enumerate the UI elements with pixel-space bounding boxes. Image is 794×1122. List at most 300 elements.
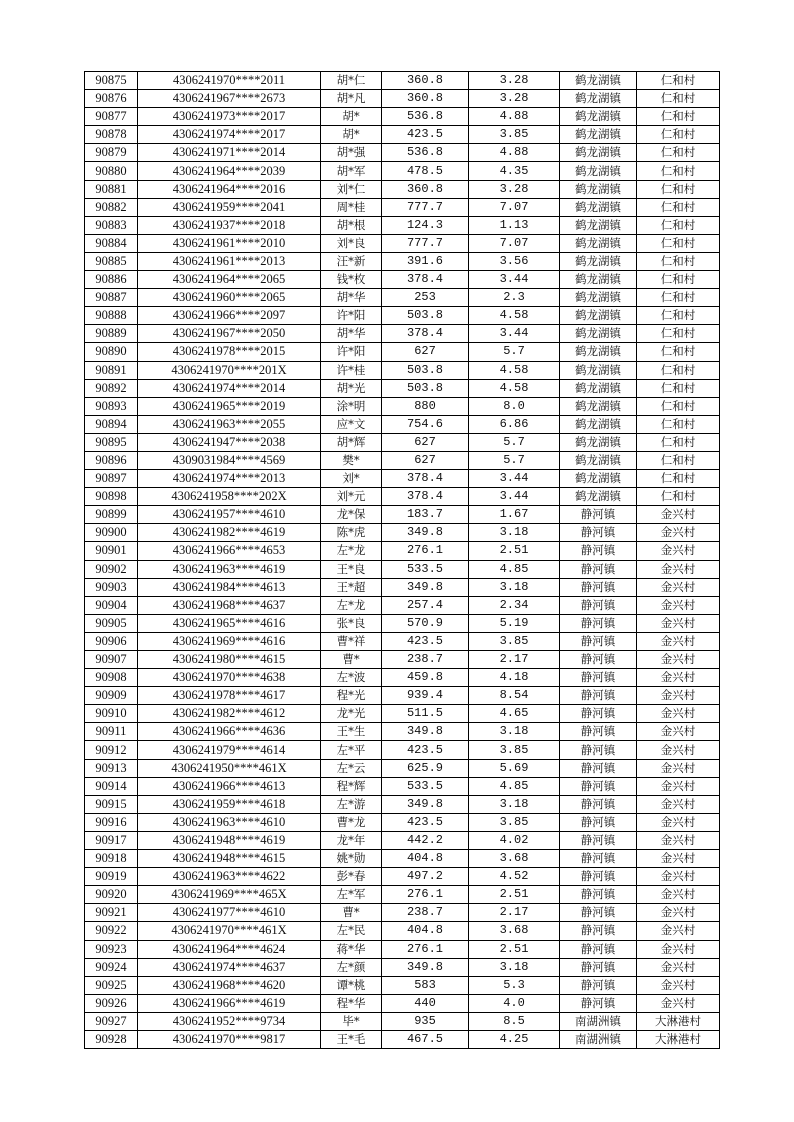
- cell-amount: 533.5: [382, 560, 469, 578]
- table-row: [85, 488, 720, 506]
- cell-amount: 360.8: [382, 90, 469, 108]
- cell-amount: 777.7: [382, 234, 469, 252]
- cell-area: 3.28: [469, 90, 560, 108]
- cell-area: 4.58: [469, 307, 560, 325]
- cell-id-number: 4306241965****4616: [138, 614, 321, 632]
- cell-village: 金兴村: [637, 940, 720, 958]
- cell-row-number: 90912: [85, 741, 138, 759]
- cell-town: 静河镇: [560, 940, 637, 958]
- cell-name: 周*桂: [321, 198, 382, 216]
- cell-amount: 423.5: [382, 813, 469, 831]
- table-row: [85, 343, 720, 361]
- cell-id-number: 4306241966****4636: [138, 723, 321, 741]
- cell-name: 胡*凡: [321, 90, 382, 108]
- cell-row-number: 90884: [85, 234, 138, 252]
- cell-village: 仁和村: [637, 289, 720, 307]
- table-row: [85, 90, 720, 108]
- cell-town: 静河镇: [560, 831, 637, 849]
- cell-town: 鹤龙湖镇: [560, 72, 637, 90]
- cell-amount: 378.4: [382, 271, 469, 289]
- table-body: [85, 72, 720, 1049]
- cell-amount: 423.5: [382, 741, 469, 759]
- cell-name: 彭*春: [321, 868, 382, 886]
- cell-row-number: 90894: [85, 415, 138, 433]
- cell-id-number: 4306241966****4613: [138, 777, 321, 795]
- cell-town: 鹤龙湖镇: [560, 108, 637, 126]
- cell-village: 仁和村: [637, 108, 720, 126]
- cell-area: 4.58: [469, 379, 560, 397]
- table-row: [85, 741, 720, 759]
- cell-town: 鹤龙湖镇: [560, 488, 637, 506]
- cell-id-number: 4306241959****2041: [138, 198, 321, 216]
- cell-amount: 467.5: [382, 1030, 469, 1048]
- cell-area: 4.88: [469, 108, 560, 126]
- table-row: [85, 669, 720, 687]
- cell-town: 静河镇: [560, 723, 637, 741]
- cell-town: 鹤龙湖镇: [560, 216, 637, 234]
- cell-id-number: 4306241977****4610: [138, 904, 321, 922]
- cell-row-number: 90924: [85, 958, 138, 976]
- cell-area: 3.85: [469, 632, 560, 650]
- cell-name: 左*游: [321, 795, 382, 813]
- cell-id-number: 4306241964****2039: [138, 162, 321, 180]
- cell-area: 2.51: [469, 542, 560, 560]
- cell-area: 1.67: [469, 506, 560, 524]
- cell-village: 仁和村: [637, 144, 720, 162]
- cell-area: 4.02: [469, 831, 560, 849]
- cell-area: 4.85: [469, 560, 560, 578]
- cell-id-number: 4306241969****465X: [138, 886, 321, 904]
- cell-town: 静河镇: [560, 614, 637, 632]
- cell-name: 左*民: [321, 922, 382, 940]
- cell-town: 静河镇: [560, 795, 637, 813]
- cell-town: 静河镇: [560, 705, 637, 723]
- cell-name: 王*毛: [321, 1030, 382, 1048]
- cell-id-number: 4306241959****4618: [138, 795, 321, 813]
- cell-row-number: 90919: [85, 868, 138, 886]
- cell-amount: 459.8: [382, 669, 469, 687]
- cell-row-number: 90902: [85, 560, 138, 578]
- cell-row-number: 90887: [85, 289, 138, 307]
- cell-name: 左*平: [321, 741, 382, 759]
- cell-village: 仁和村: [637, 252, 720, 270]
- cell-village: 仁和村: [637, 379, 720, 397]
- cell-village: 金兴村: [637, 723, 720, 741]
- cell-area: 5.19: [469, 614, 560, 632]
- cell-id-number: 4306241966****4619: [138, 994, 321, 1012]
- cell-amount: 404.8: [382, 850, 469, 868]
- cell-id-number: 4306241963****4610: [138, 813, 321, 831]
- cell-name: 谭*桃: [321, 976, 382, 994]
- cell-id-number: 4306241969****4616: [138, 632, 321, 650]
- cell-village: 仁和村: [637, 361, 720, 379]
- cell-town: 静河镇: [560, 632, 637, 650]
- cell-row-number: 90916: [85, 813, 138, 831]
- cell-row-number: 90915: [85, 795, 138, 813]
- cell-area: 7.07: [469, 234, 560, 252]
- cell-village: 金兴村: [637, 777, 720, 795]
- cell-town: 静河镇: [560, 904, 637, 922]
- cell-id-number: 4306241950****461X: [138, 759, 321, 777]
- cell-amount: 378.4: [382, 470, 469, 488]
- cell-id-number: 4306241967****2673: [138, 90, 321, 108]
- cell-amount: 570.9: [382, 614, 469, 632]
- cell-row-number: 90911: [85, 723, 138, 741]
- cell-area: 3.68: [469, 850, 560, 868]
- cell-name: 钱*枚: [321, 271, 382, 289]
- cell-row-number: 90914: [85, 777, 138, 795]
- table-row: [85, 433, 720, 451]
- cell-town: 静河镇: [560, 687, 637, 705]
- cell-village: 仁和村: [637, 433, 720, 451]
- cell-area: 4.65: [469, 705, 560, 723]
- cell-village: 仁和村: [637, 90, 720, 108]
- table-row: [85, 994, 720, 1012]
- cell-town: 静河镇: [560, 958, 637, 976]
- cell-name: 胡*: [321, 126, 382, 144]
- table-row: [85, 397, 720, 415]
- cell-village: 金兴村: [637, 741, 720, 759]
- cell-area: 4.18: [469, 669, 560, 687]
- table-row: [85, 126, 720, 144]
- cell-id-number: 4306241968****4620: [138, 976, 321, 994]
- cell-area: 4.58: [469, 361, 560, 379]
- cell-area: 2.3: [469, 289, 560, 307]
- cell-area: 4.0: [469, 994, 560, 1012]
- cell-area: 3.18: [469, 723, 560, 741]
- cell-row-number: 90877: [85, 108, 138, 126]
- cell-town: 静河镇: [560, 578, 637, 596]
- cell-row-number: 90895: [85, 433, 138, 451]
- cell-amount: 627: [382, 343, 469, 361]
- cell-amount: 124.3: [382, 216, 469, 234]
- table-row: [85, 1030, 720, 1048]
- cell-id-number: 4306241957****4610: [138, 506, 321, 524]
- table-row: [85, 361, 720, 379]
- table-row: [85, 759, 720, 777]
- cell-area: 3.44: [469, 325, 560, 343]
- cell-village: 金兴村: [637, 904, 720, 922]
- cell-id-number: 4306241960****2065: [138, 289, 321, 307]
- table-row: [85, 614, 720, 632]
- cell-town: 鹤龙湖镇: [560, 126, 637, 144]
- table-row: [85, 904, 720, 922]
- table-row: [85, 451, 720, 469]
- table-row: [85, 506, 720, 524]
- cell-row-number: 90892: [85, 379, 138, 397]
- table-row: [85, 578, 720, 596]
- cell-area: 2.51: [469, 940, 560, 958]
- cell-town: 鹤龙湖镇: [560, 180, 637, 198]
- cell-id-number: 4306241982****4619: [138, 524, 321, 542]
- cell-town: 鹤龙湖镇: [560, 162, 637, 180]
- table-row: [85, 813, 720, 831]
- cell-row-number: 90918: [85, 850, 138, 868]
- cell-amount: 625.9: [382, 759, 469, 777]
- cell-amount: 183.7: [382, 506, 469, 524]
- cell-id-number: 4306241980****4615: [138, 651, 321, 669]
- table-row: [85, 795, 720, 813]
- cell-town: 静河镇: [560, 850, 637, 868]
- cell-area: 5.3: [469, 976, 560, 994]
- cell-area: 4.52: [469, 868, 560, 886]
- cell-area: 3.44: [469, 470, 560, 488]
- cell-amount: 583: [382, 976, 469, 994]
- cell-town: 静河镇: [560, 596, 637, 614]
- cell-amount: 503.8: [382, 307, 469, 325]
- cell-row-number: 90927: [85, 1012, 138, 1030]
- cell-row-number: 90891: [85, 361, 138, 379]
- cell-name: 胡*辉: [321, 433, 382, 451]
- table-row: [85, 1012, 720, 1030]
- cell-row-number: 90897: [85, 470, 138, 488]
- cell-row-number: 90920: [85, 886, 138, 904]
- cell-area: 2.34: [469, 596, 560, 614]
- cell-row-number: 90890: [85, 343, 138, 361]
- cell-area: 2.17: [469, 904, 560, 922]
- cell-name: 龙*光: [321, 705, 382, 723]
- table-row: [85, 180, 720, 198]
- table-row: [85, 289, 720, 307]
- cell-village: 金兴村: [637, 614, 720, 632]
- cell-name: 胡*光: [321, 379, 382, 397]
- cell-name: 刘*良: [321, 234, 382, 252]
- cell-row-number: 90878: [85, 126, 138, 144]
- cell-town: 静河镇: [560, 976, 637, 994]
- cell-area: 3.28: [469, 72, 560, 90]
- cell-name: 姚*勋: [321, 850, 382, 868]
- cell-amount: 360.8: [382, 72, 469, 90]
- cell-town: 鹤龙湖镇: [560, 198, 637, 216]
- cell-town: 鹤龙湖镇: [560, 379, 637, 397]
- cell-name: 胡*强: [321, 144, 382, 162]
- cell-village: 大淋港村: [637, 1012, 720, 1030]
- cell-row-number: 90900: [85, 524, 138, 542]
- cell-name: 汪*新: [321, 252, 382, 270]
- cell-area: 3.18: [469, 795, 560, 813]
- cell-area: 8.54: [469, 687, 560, 705]
- cell-name: 左*波: [321, 669, 382, 687]
- cell-amount: 349.8: [382, 958, 469, 976]
- cell-amount: 497.2: [382, 868, 469, 886]
- cell-amount: 440: [382, 994, 469, 1012]
- cell-town: 静河镇: [560, 777, 637, 795]
- cell-amount: 378.4: [382, 325, 469, 343]
- cell-village: 金兴村: [637, 542, 720, 560]
- cell-amount: 478.5: [382, 162, 469, 180]
- cell-id-number: 4306241948****4619: [138, 831, 321, 849]
- table-row: [85, 415, 720, 433]
- cell-amount: 349.8: [382, 524, 469, 542]
- table-row: [85, 234, 720, 252]
- cell-area: 8.0: [469, 397, 560, 415]
- cell-name: 龙*保: [321, 506, 382, 524]
- cell-area: 5.7: [469, 343, 560, 361]
- table-row: [85, 705, 720, 723]
- cell-town: 静河镇: [560, 868, 637, 886]
- cell-row-number: 90905: [85, 614, 138, 632]
- cell-name: 刘*仁: [321, 180, 382, 198]
- table-row: [85, 144, 720, 162]
- cell-id-number: 4306241952****9734: [138, 1012, 321, 1030]
- cell-area: 8.5: [469, 1012, 560, 1030]
- cell-row-number: 90925: [85, 976, 138, 994]
- cell-amount: 939.4: [382, 687, 469, 705]
- cell-name: 胡*仁: [321, 72, 382, 90]
- cell-id-number: 4306241937****2018: [138, 216, 321, 234]
- cell-village: 金兴村: [637, 886, 720, 904]
- cell-row-number: 90908: [85, 669, 138, 687]
- cell-area: 3.85: [469, 126, 560, 144]
- cell-row-number: 90921: [85, 904, 138, 922]
- cell-village: 仁和村: [637, 216, 720, 234]
- cell-id-number: 4306241966****4653: [138, 542, 321, 560]
- cell-id-number: 4306241958****202X: [138, 488, 321, 506]
- cell-name: 程*华: [321, 994, 382, 1012]
- cell-town: 静河镇: [560, 813, 637, 831]
- cell-village: 仁和村: [637, 451, 720, 469]
- table-row: [85, 850, 720, 868]
- cell-id-number: 4306241966****2097: [138, 307, 321, 325]
- cell-row-number: 90885: [85, 252, 138, 270]
- cell-row-number: 90893: [85, 397, 138, 415]
- cell-amount: 627: [382, 451, 469, 469]
- cell-town: 静河镇: [560, 886, 637, 904]
- cell-name: 许*阳: [321, 343, 382, 361]
- cell-village: 金兴村: [637, 813, 720, 831]
- cell-amount: 536.8: [382, 144, 469, 162]
- cell-town: 鹤龙湖镇: [560, 271, 637, 289]
- cell-row-number: 90875: [85, 72, 138, 90]
- cell-area: 3.18: [469, 578, 560, 596]
- cell-row-number: 90903: [85, 578, 138, 596]
- cell-id-number: 4306241970****461X: [138, 922, 321, 940]
- cell-id-number: 4306241984****4613: [138, 578, 321, 596]
- cell-village: 仁和村: [637, 397, 720, 415]
- cell-amount: 276.1: [382, 886, 469, 904]
- table-row: [85, 940, 720, 958]
- cell-name: 王*良: [321, 560, 382, 578]
- cell-row-number: 90881: [85, 180, 138, 198]
- cell-id-number: 4306241967****2050: [138, 325, 321, 343]
- cell-village: 仁和村: [637, 470, 720, 488]
- cell-village: 金兴村: [637, 578, 720, 596]
- cell-area: 1.13: [469, 216, 560, 234]
- cell-row-number: 90926: [85, 994, 138, 1012]
- cell-village: 金兴村: [637, 850, 720, 868]
- cell-town: 静河镇: [560, 524, 637, 542]
- cell-area: 5.69: [469, 759, 560, 777]
- cell-area: 7.07: [469, 198, 560, 216]
- cell-id-number: 4306241961****2010: [138, 234, 321, 252]
- cell-name: 左*颜: [321, 958, 382, 976]
- cell-village: 金兴村: [637, 868, 720, 886]
- table-row: [85, 198, 720, 216]
- table-row: [85, 252, 720, 270]
- cell-town: 鹤龙湖镇: [560, 144, 637, 162]
- cell-town: 鹤龙湖镇: [560, 415, 637, 433]
- cell-row-number: 90879: [85, 144, 138, 162]
- cell-name: 涂*明: [321, 397, 382, 415]
- cell-amount: 511.5: [382, 705, 469, 723]
- table-row: [85, 560, 720, 578]
- cell-town: 鹤龙湖镇: [560, 361, 637, 379]
- cell-village: 仁和村: [637, 325, 720, 343]
- table-row: [85, 922, 720, 940]
- cell-row-number: 90901: [85, 542, 138, 560]
- cell-row-number: 90913: [85, 759, 138, 777]
- cell-village: 金兴村: [637, 506, 720, 524]
- cell-row-number: 90888: [85, 307, 138, 325]
- cell-village: 金兴村: [637, 560, 720, 578]
- cell-area: 3.85: [469, 813, 560, 831]
- cell-amount: 442.2: [382, 831, 469, 849]
- cell-name: 曹*祥: [321, 632, 382, 650]
- cell-village: 大淋港村: [637, 1030, 720, 1048]
- table-row: [85, 72, 720, 90]
- cell-row-number: 90910: [85, 705, 138, 723]
- cell-name: 蒋*华: [321, 940, 382, 958]
- table-row: [85, 632, 720, 650]
- table-row: [85, 108, 720, 126]
- cell-amount: 404.8: [382, 922, 469, 940]
- cell-town: 鹤龙湖镇: [560, 397, 637, 415]
- cell-id-number: 4306241971****2014: [138, 144, 321, 162]
- cell-village: 仁和村: [637, 415, 720, 433]
- cell-amount: 880: [382, 397, 469, 415]
- cell-name: 刘*: [321, 470, 382, 488]
- cell-row-number: 90917: [85, 831, 138, 849]
- cell-name: 张*良: [321, 614, 382, 632]
- table-row: [85, 325, 720, 343]
- cell-village: 金兴村: [637, 922, 720, 940]
- cell-area: 3.68: [469, 922, 560, 940]
- cell-amount: 627: [382, 433, 469, 451]
- cell-row-number: 90898: [85, 488, 138, 506]
- cell-id-number: 4306241982****4612: [138, 705, 321, 723]
- cell-village: 金兴村: [637, 994, 720, 1012]
- cell-name: 陈*虎: [321, 524, 382, 542]
- cell-row-number: 90922: [85, 922, 138, 940]
- cell-village: 金兴村: [637, 651, 720, 669]
- cell-area: 2.17: [469, 651, 560, 669]
- cell-id-number: 4306241974****4637: [138, 958, 321, 976]
- cell-area: 3.28: [469, 180, 560, 198]
- cell-village: 仁和村: [637, 271, 720, 289]
- cell-name: 程*光: [321, 687, 382, 705]
- cell-area: 4.25: [469, 1030, 560, 1048]
- cell-area: 3.18: [469, 524, 560, 542]
- cell-amount: 238.7: [382, 904, 469, 922]
- cell-name: 曹*: [321, 651, 382, 669]
- cell-id-number: 4306241963****4619: [138, 560, 321, 578]
- cell-name: 胡*根: [321, 216, 382, 234]
- cell-village: 金兴村: [637, 596, 720, 614]
- cell-town: 静河镇: [560, 994, 637, 1012]
- cell-row-number: 90896: [85, 451, 138, 469]
- cell-row-number: 90880: [85, 162, 138, 180]
- cell-amount: 276.1: [382, 542, 469, 560]
- cell-amount: 276.1: [382, 940, 469, 958]
- cell-name: 毕*: [321, 1012, 382, 1030]
- cell-row-number: 90909: [85, 687, 138, 705]
- cell-id-number: 4306241964****4624: [138, 940, 321, 958]
- cell-area: 3.44: [469, 488, 560, 506]
- cell-village: 仁和村: [637, 343, 720, 361]
- cell-town: 鹤龙湖镇: [560, 90, 637, 108]
- cell-town: 静河镇: [560, 651, 637, 669]
- cell-amount: 503.8: [382, 379, 469, 397]
